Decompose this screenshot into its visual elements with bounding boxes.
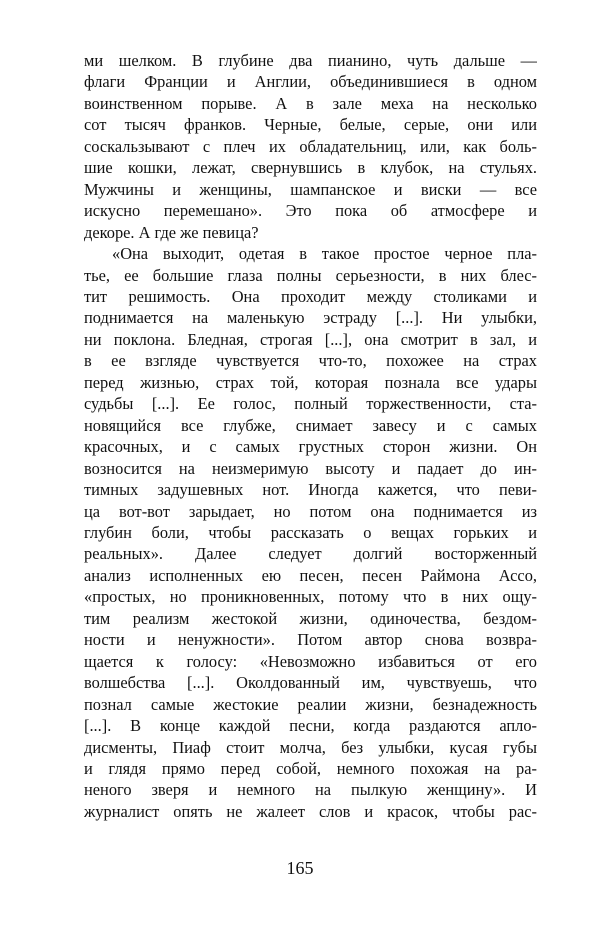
text-line: красочных, и с самых грустных сторон жизни. Он [84, 437, 537, 457]
text-line: в ее взгляде чувствуется что-то, похожее на страх [84, 351, 537, 371]
text-line: неного зверя и немного на пылкую женщину». И [84, 780, 537, 800]
text-line: дисменты, Пиаф стоит молча, без улыбки, кусая губы [84, 737, 537, 757]
text-line: тит решимость. Она проходит между столиками и [84, 286, 537, 306]
text-line: соскальзывают с плеч их обладательниц, или, как боль- [84, 136, 537, 156]
text-line: воинственном порыве. А в зале меха на несколько [84, 93, 537, 113]
body-text [84, 50, 537, 822]
page-number: 165 [286, 858, 314, 878]
text-line: флаги Франции и Англии, объединившиеся в одном [84, 72, 537, 92]
text-line: ца вот-вот зарыдает, но потом она поднимается из [84, 501, 537, 521]
text-line: тье, ее большие глаза полны серьезности, в них блес- [84, 265, 537, 285]
text-line: судьбы [...]. Ее голос, полный торжественности, ста- [84, 394, 537, 414]
text-line: глубин боли, чтобы рассказать о вещах горьких и [84, 522, 537, 542]
text-line: реальных». Далее следует долгий восторженный [84, 544, 537, 564]
text-line: «простых, но проникновенных, потому что в них ощу- [84, 587, 537, 607]
text-line: и глядя прямо перед собой, немного похожая на ра- [84, 758, 537, 778]
text-line: ми шелком. В глубине два пианино, чуть дальше — [84, 51, 537, 70]
text-line: ности и ненужности». Потом автор снова возвра- [84, 630, 537, 650]
text-line: шие кошки, лежат, свернувшись в клубок, на стульях. [84, 158, 537, 178]
text-line: анализ исполненных ею песен, песен Раймона Ассо, [84, 565, 537, 585]
text-line: ни поклона. Бледная, строгая [...], она смотрит в зал, и [84, 329, 537, 349]
text-line: перед жизнью, страх той, которая познала все удары [84, 372, 537, 392]
text-line: познал самые жестокие реалии жизни, безнадежность [84, 694, 537, 714]
text-line: «Она выходит, одетая в такое простое черное пла- [112, 244, 537, 264]
text-line: возносится на неизмеримую высоту и падает до ин- [84, 458, 537, 478]
text-line: тимных задушевных нот. Иногда кажется, что певи- [84, 480, 537, 500]
text-line: Мужчины и женщины, шампанское и виски — все [84, 179, 537, 199]
text-line: [...]. В конце каждой песни, когда раздаются апло- [84, 716, 537, 736]
text-line: новящийся все глубже, снимает завесу и с самых [84, 415, 537, 435]
text-line: декоре. А где же певица? [84, 222, 259, 242]
text-line: поднимается на маленькую эстраду [...]. Ни улыбки, [84, 308, 537, 328]
text-line: журналист опять не жалеет слов и красок, чтобы рас- [84, 801, 537, 821]
text-line: волшебства [...]. Околдованный им, чувствуешь, что [84, 673, 537, 693]
text-line: тим реализм жестокой жизни, одиночества, бездом- [84, 608, 537, 628]
text-line: щается к голосу: «Невозможно избавиться от его [84, 651, 537, 671]
text-line: искусно перемешано». Это пока об атмосфере и [84, 201, 537, 221]
text-line: сот тысяч франков. Черные, белые, серые, они или [84, 115, 537, 135]
